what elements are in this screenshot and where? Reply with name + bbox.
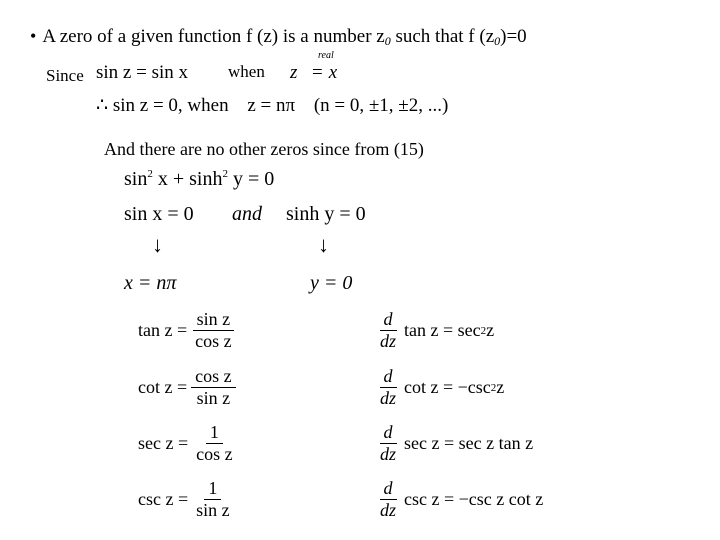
derivative-operator [376, 367, 400, 409]
no-other-zeros-text: And there are no other zeros since from (15) [104, 139, 424, 159]
derivative-tan [372, 310, 494, 352]
derivative-dz: dz [380, 499, 397, 520]
derivative-sup: 2 [480, 324, 487, 337]
identity-lhs: tan z = [138, 320, 188, 341]
since-label: Since [46, 66, 84, 85]
identity-lhs: sec z = [138, 433, 189, 454]
fraction-numerator: cos z [191, 367, 235, 388]
derivative-csc [372, 479, 543, 521]
sum-sq-sup-a: 2 [147, 168, 153, 180]
derivative-rhs: csc z = −csc z cot z [404, 489, 544, 510]
since-eq-sign-text: = [312, 62, 323, 83]
sinh-y-zero: sinh y = 0 [286, 203, 366, 225]
sum-sq-b: x + sinh [152, 168, 223, 190]
derivative-dz: dz [380, 443, 397, 464]
and-word: and [232, 203, 262, 225]
since-equation: sin z = sin x [96, 62, 188, 83]
fraction-denominator: cos z [196, 443, 233, 464]
derivative-d: d [380, 310, 397, 331]
fraction-denominator: sin z [196, 499, 230, 520]
derivative-tail: z [486, 320, 495, 341]
sum-sq-a: sin [124, 168, 148, 190]
fraction-denominator: cos z [195, 330, 232, 351]
down-arrow-icon: ↓ [318, 232, 329, 257]
fraction-numerator: sin z [193, 310, 235, 331]
therefore-equation [96, 94, 448, 117]
derivative-rhs: cot z = −csc [404, 377, 491, 398]
derivative-cot [372, 367, 504, 409]
therefore-n-values: (n = 0, ±1, ±2, ...) [313, 95, 449, 116]
y-equals-zero: y = 0 [310, 272, 353, 294]
bullet-text: A zero of a given function f (z) is a number z [42, 26, 385, 47]
therefore-condition: z = nπ [247, 95, 296, 116]
identity-tan [138, 310, 240, 352]
sum-sq-c: y = 0 [227, 168, 275, 190]
derivative-sup: 2 [490, 381, 497, 394]
fraction-numerator: 1 [204, 479, 221, 500]
derivative-operator [376, 423, 400, 465]
since-x: x [328, 62, 338, 83]
identity-lhs: csc z = [138, 489, 189, 510]
bullet-sub-2: 0 [494, 34, 501, 48]
sum-squares-equation [124, 168, 274, 191]
derivative-d: d [380, 479, 397, 500]
identity-fraction [191, 367, 235, 409]
since-eq-sign [312, 62, 337, 84]
bullet-line [30, 26, 527, 49]
sum-sq-sup-b: 2 [222, 168, 228, 180]
derivative-rhs: sec z = sec z tan z [404, 433, 534, 454]
derivative-sec [372, 423, 533, 465]
therefore-text: ∴ sin z = 0, when [96, 95, 229, 116]
derivative-d: d [380, 423, 397, 444]
sin-x-zero: sin x = 0 [124, 203, 194, 225]
identity-fraction [191, 310, 235, 352]
identity-lhs: cot z = [138, 377, 188, 398]
derivative-rhs: tan z = sec [404, 320, 481, 341]
derivative-dz: dz [380, 387, 397, 408]
since-z: z [290, 62, 298, 83]
identity-sec [138, 423, 241, 465]
bullet-glyph: • [30, 26, 37, 46]
real-label: real [318, 50, 334, 61]
derivative-dz: dz [380, 330, 397, 351]
derivative-d: d [380, 367, 397, 388]
derivative-operator [376, 310, 400, 352]
identity-csc [138, 479, 238, 521]
bullet-sub-1: 0 [384, 34, 391, 48]
since-when: when [228, 62, 265, 81]
x-equals-n-pi: x = nπ [124, 272, 177, 294]
identity-cot [138, 367, 240, 409]
down-arrow-icon: ↓ [152, 232, 163, 257]
identity-fraction [192, 423, 236, 465]
derivative-operator [376, 479, 400, 521]
fraction-denominator: sin z [196, 387, 231, 408]
bullet-text-2: such that f (z [390, 26, 495, 47]
identity-fraction [192, 479, 234, 521]
bullet-text-3: )=0 [500, 26, 527, 47]
derivative-tail: z [496, 377, 505, 398]
fraction-numerator: 1 [206, 423, 223, 444]
